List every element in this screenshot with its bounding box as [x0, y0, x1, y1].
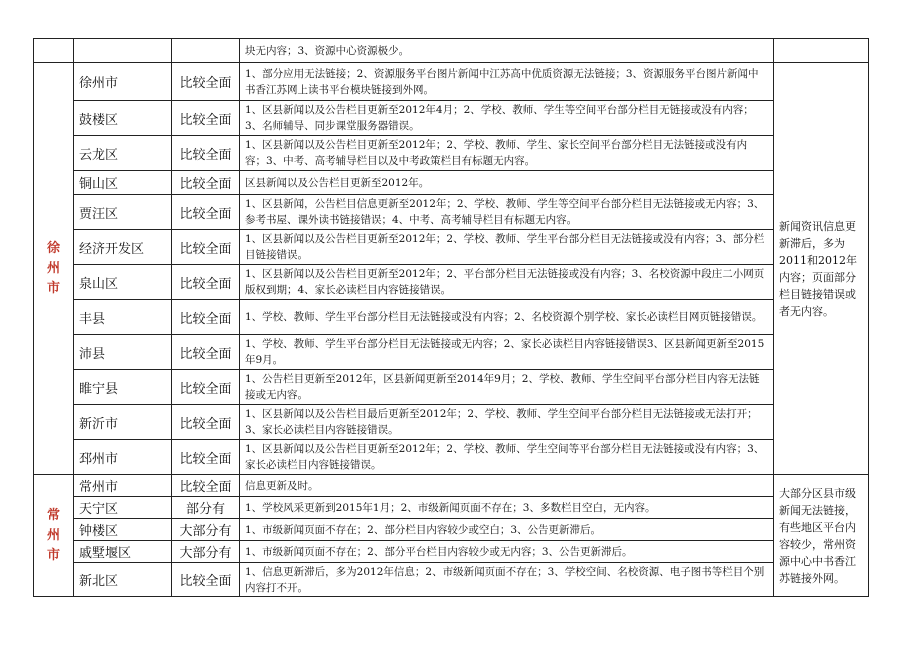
issues-cell: 1、区县新闻以及公告栏目更新至2012年4月；2、学校、教师、学生等空间平台部分栏目无链接或没有内容；3、名师辅导、同步课堂服务器错误。	[240, 101, 774, 136]
issues-cell: 1、学校、教师、学生平台部分栏目无法链接或没有内容；2、名校资源个别学校、家长必读栏目网页链接错误。	[240, 300, 774, 335]
issues-cell: 1、部分应用无法链接；2、资源服务平台图片新闻中江苏高中优质资源无法链接；3、资源服务平台图片新闻中书香江苏网上读书平台模块链接到外网。	[240, 63, 774, 101]
issues-cell: 区县新闻以及公告栏目更新至2012年。	[240, 171, 774, 195]
level-cell: 比较全面	[172, 136, 240, 171]
table-row	[34, 101, 869, 136]
issues-cell: 1、区县新闻以及公告栏目更新至2012年；2、学校、教师、学生平台部分栏目无法链接或没有内容；3、部分栏目链接错误。	[240, 230, 774, 265]
level-cell: 比较全面	[172, 195, 240, 230]
level-cell	[172, 39, 240, 63]
issues-cell: 1、区县新闻以及公告栏目最后更新至2012年；2、学校、教师、学生空间平台部分栏目无法链接或无法打开；3、家长必读栏目内容链接错误。	[240, 405, 774, 440]
district-cell: 睢宁县	[74, 370, 172, 405]
district-cell: 新北区	[74, 563, 172, 597]
issues-cell: 1、公告栏目更新至2012年，区县新闻更新至2014年9月；2、学校、教师、学生空间平台部分栏目内容无法链接或无内容。	[240, 370, 774, 405]
district-cell: 天宁区	[74, 497, 172, 519]
issues-cell: 1、学校、教师、学生平台部分栏目无法链接或无内容；2、家长必读栏目内容链接错误3、区县新闻更新至2015年9月。	[240, 335, 774, 370]
city-cell	[34, 39, 74, 63]
table-row	[34, 519, 869, 541]
table-row	[34, 63, 869, 101]
table-row	[34, 497, 869, 519]
issues-cell: 1、区县新闻以及公告栏目更新至2012年；2、学校、教师、学生、家长空间平台部分栏目无法链接或没有内容；3、中考、高考辅导栏目以及中考政策栏目有标题无内容。	[240, 136, 774, 171]
district-cell: 铜山区	[74, 171, 172, 195]
level-cell: 比较全面	[172, 101, 240, 136]
level-cell: 比较全面	[172, 475, 240, 497]
issues-cell: 1、学校风采更新到2015年1月；2、市级新闻页面不存在；3、多数栏目空白，无内容。	[240, 497, 774, 519]
level-cell: 比较全面	[172, 440, 240, 475]
level-cell: 比较全面	[172, 405, 240, 440]
evaluation-table	[33, 38, 869, 597]
table-row	[34, 230, 869, 265]
level-cell: 比较全面	[172, 300, 240, 335]
district-cell: 沛县	[74, 335, 172, 370]
district-cell: 丰县	[74, 300, 172, 335]
issues-cell: 1、区县新闻以及公告栏目更新至2012年；2、学校、教师、学生空间等平台部分栏目无法链接或没有内容；3、家长必读栏目内容链接错误。	[240, 440, 774, 475]
district-cell: 钟楼区	[74, 519, 172, 541]
table-row	[34, 370, 869, 405]
issues-cell: 1、信息更新滞后，多为2012年信息；2、市级新闻页面不存在；3、学校空间、名校资源、电子图书等栏目个别内容打不开。	[240, 563, 774, 597]
district-cell: 泉山区	[74, 265, 172, 300]
district-cell: 新沂市	[74, 405, 172, 440]
level-cell: 比较全面	[172, 171, 240, 195]
table-row	[34, 335, 869, 370]
table-row	[34, 39, 869, 63]
table-row	[34, 265, 869, 300]
city-label-xuzhou: 徐州市	[34, 63, 74, 475]
district-cell: 徐州市	[74, 63, 172, 101]
table-row	[34, 195, 869, 230]
city-label-changzhou: 常州市	[34, 475, 74, 597]
table-row	[34, 440, 869, 475]
issues-cell: 1、区县新闻，公告栏目信息更新至2012年；2、学校、教师、学生等空间平台部分栏目无法链接或无内容；3、参考书屋、课外读书链接错误；4、中考、高考辅导栏目有标题无内容。	[240, 195, 774, 230]
issues-cell: 块无内容；3、资源中心资源极少。	[240, 39, 774, 63]
summary-xuzhou: 新闻资讯信息更新滞后，多为2011和2012年内容；页面部分栏目链接错误或者无内容。	[774, 63, 869, 475]
issues-cell: 1、市级新闻页面不存在；2、部分栏目内容较少或空白；3、公告更新滞后。	[240, 519, 774, 541]
district-cell: 常州市	[74, 475, 172, 497]
level-cell: 比较全面	[172, 265, 240, 300]
district-cell: 经济开发区	[74, 230, 172, 265]
issues-cell: 1、市级新闻页面不存在；2、部分平台栏目内容较少或无内容；3、公告更新滞后。	[240, 541, 774, 563]
district-cell	[74, 39, 172, 63]
table-row	[34, 475, 869, 497]
level-cell: 大部分有	[172, 541, 240, 563]
district-cell: 贾汪区	[74, 195, 172, 230]
level-cell: 比较全面	[172, 370, 240, 405]
table-row	[34, 405, 869, 440]
district-cell: 鼓楼区	[74, 101, 172, 136]
table-row	[34, 541, 869, 563]
level-cell: 大部分有	[172, 519, 240, 541]
issues-cell: 信息更新及时。	[240, 475, 774, 497]
summary-changzhou: 大部分区县市级新闻无法链接，有些地区平台内容较少，常州资源中心中书香江苏链接外网。	[774, 475, 869, 597]
district-cell: 邳州市	[74, 440, 172, 475]
table-row	[34, 136, 869, 171]
table-row	[34, 300, 869, 335]
summary-cell	[774, 39, 869, 63]
level-cell: 比较全面	[172, 563, 240, 597]
level-cell: 比较全面	[172, 335, 240, 370]
table-row	[34, 563, 869, 597]
table-row	[34, 171, 869, 195]
district-cell: 戚墅堰区	[74, 541, 172, 563]
issues-cell: 1、区县新闻以及公告栏目更新至2012年；2、平台部分栏目无法链接或没有内容；3、名校资源中段庄二小网页版权到期；4、家长必读栏目内容链接错误。	[240, 265, 774, 300]
level-cell: 部分有	[172, 497, 240, 519]
district-cell: 云龙区	[74, 136, 172, 171]
level-cell: 比较全面	[172, 230, 240, 265]
level-cell: 比较全面	[172, 63, 240, 101]
